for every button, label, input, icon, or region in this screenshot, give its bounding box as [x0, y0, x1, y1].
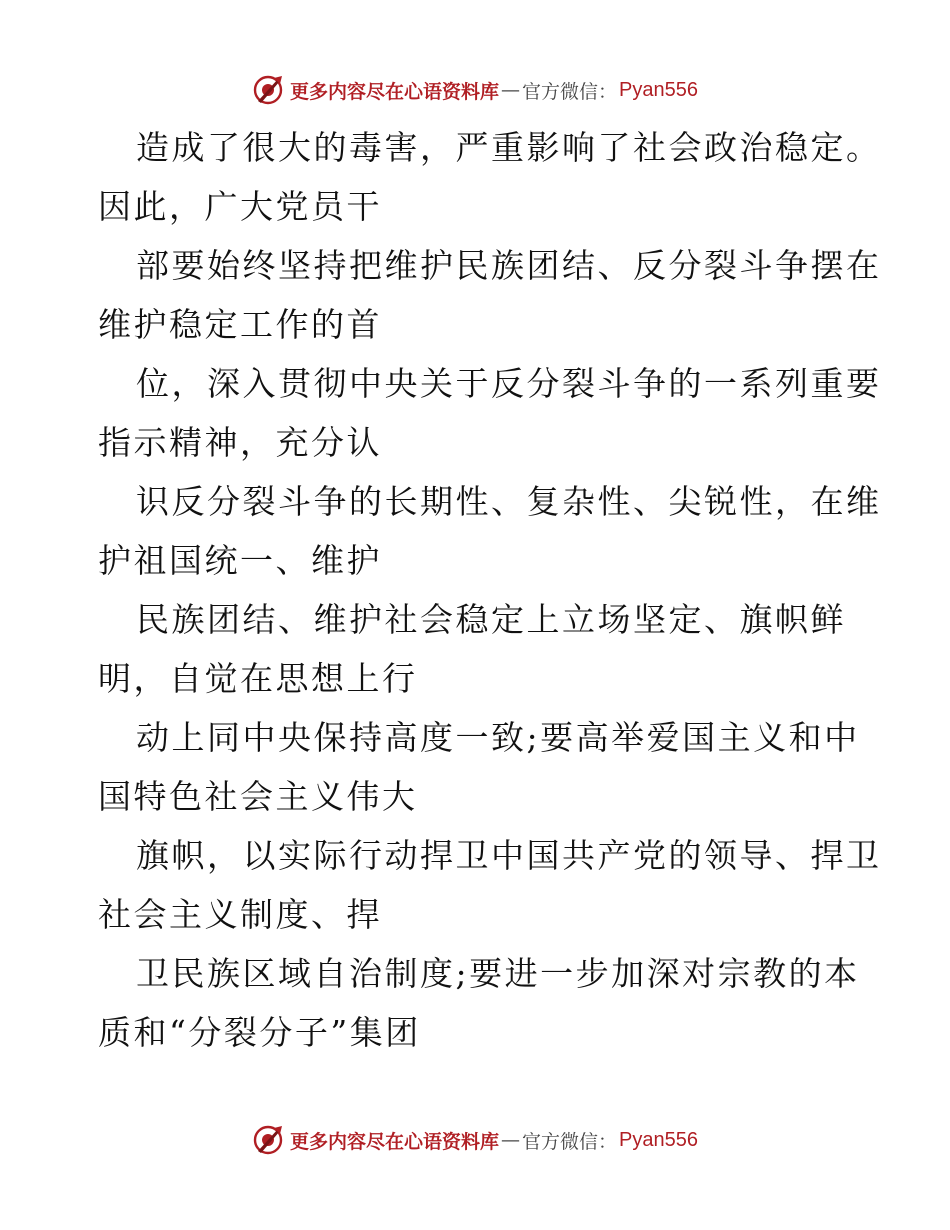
header-banner	[0, 70, 950, 110]
text-line: 位，深入贯彻中央关于反分裂斗争的一系列重要	[136, 364, 882, 403]
text-line: 卫民族区域自治制度;要进一步加深对宗教的本	[136, 954, 860, 993]
document-body	[98, 118, 882, 1062]
banner-site-text: 更多内容尽在心语资料库	[290, 80, 500, 103]
banner-separator: —	[501, 1129, 521, 1151]
text-line: 护祖国统一、维护	[98, 541, 382, 580]
banner-wechat-id: Pyan556	[619, 78, 698, 101]
text-line: 国特色社会主义伟大	[98, 777, 418, 816]
text-line: 因此，广大党员干	[98, 187, 382, 226]
banner-site-text: 更多内容尽在心语资料库	[290, 1130, 500, 1153]
text-line: 部要始终坚持把维护民族团结、反分裂斗争摆在	[136, 246, 882, 285]
quill-pen-circle-icon	[252, 74, 284, 106]
text-line: 动上同中央保持高度一致;要高举爱国主义和中	[136, 718, 860, 757]
text-line: 明，自觉在思想上行	[98, 659, 418, 698]
text-line: 旗帜，以实际行动捍卫中国共产党的领导、捍卫	[136, 836, 882, 875]
quill-pen-circle-icon	[252, 1124, 284, 1156]
footer-banner	[0, 1120, 950, 1160]
text-line: 指示精神，充分认	[98, 423, 382, 462]
banner-separator: —	[501, 79, 521, 101]
text-line: 质和“分裂分子”集团	[98, 1013, 421, 1052]
text-line: 识反分裂斗争的长期性、复杂性、尖锐性，在维	[136, 482, 882, 521]
text-line: 社会主义制度、捍	[98, 895, 382, 934]
text-line: 维护稳定工作的首	[98, 305, 382, 344]
banner-wechat-id: Pyan556	[619, 1128, 698, 1151]
text-line: 造成了很大的毒害，严重影响了社会政治稳定。	[136, 128, 882, 167]
banner-wechat-label: 官方微信：	[522, 80, 618, 103]
text-line: 民族团结、维护社会稳定上立场坚定、旗帜鲜	[136, 600, 846, 639]
banner-wechat-label: 官方微信：	[522, 1130, 618, 1153]
